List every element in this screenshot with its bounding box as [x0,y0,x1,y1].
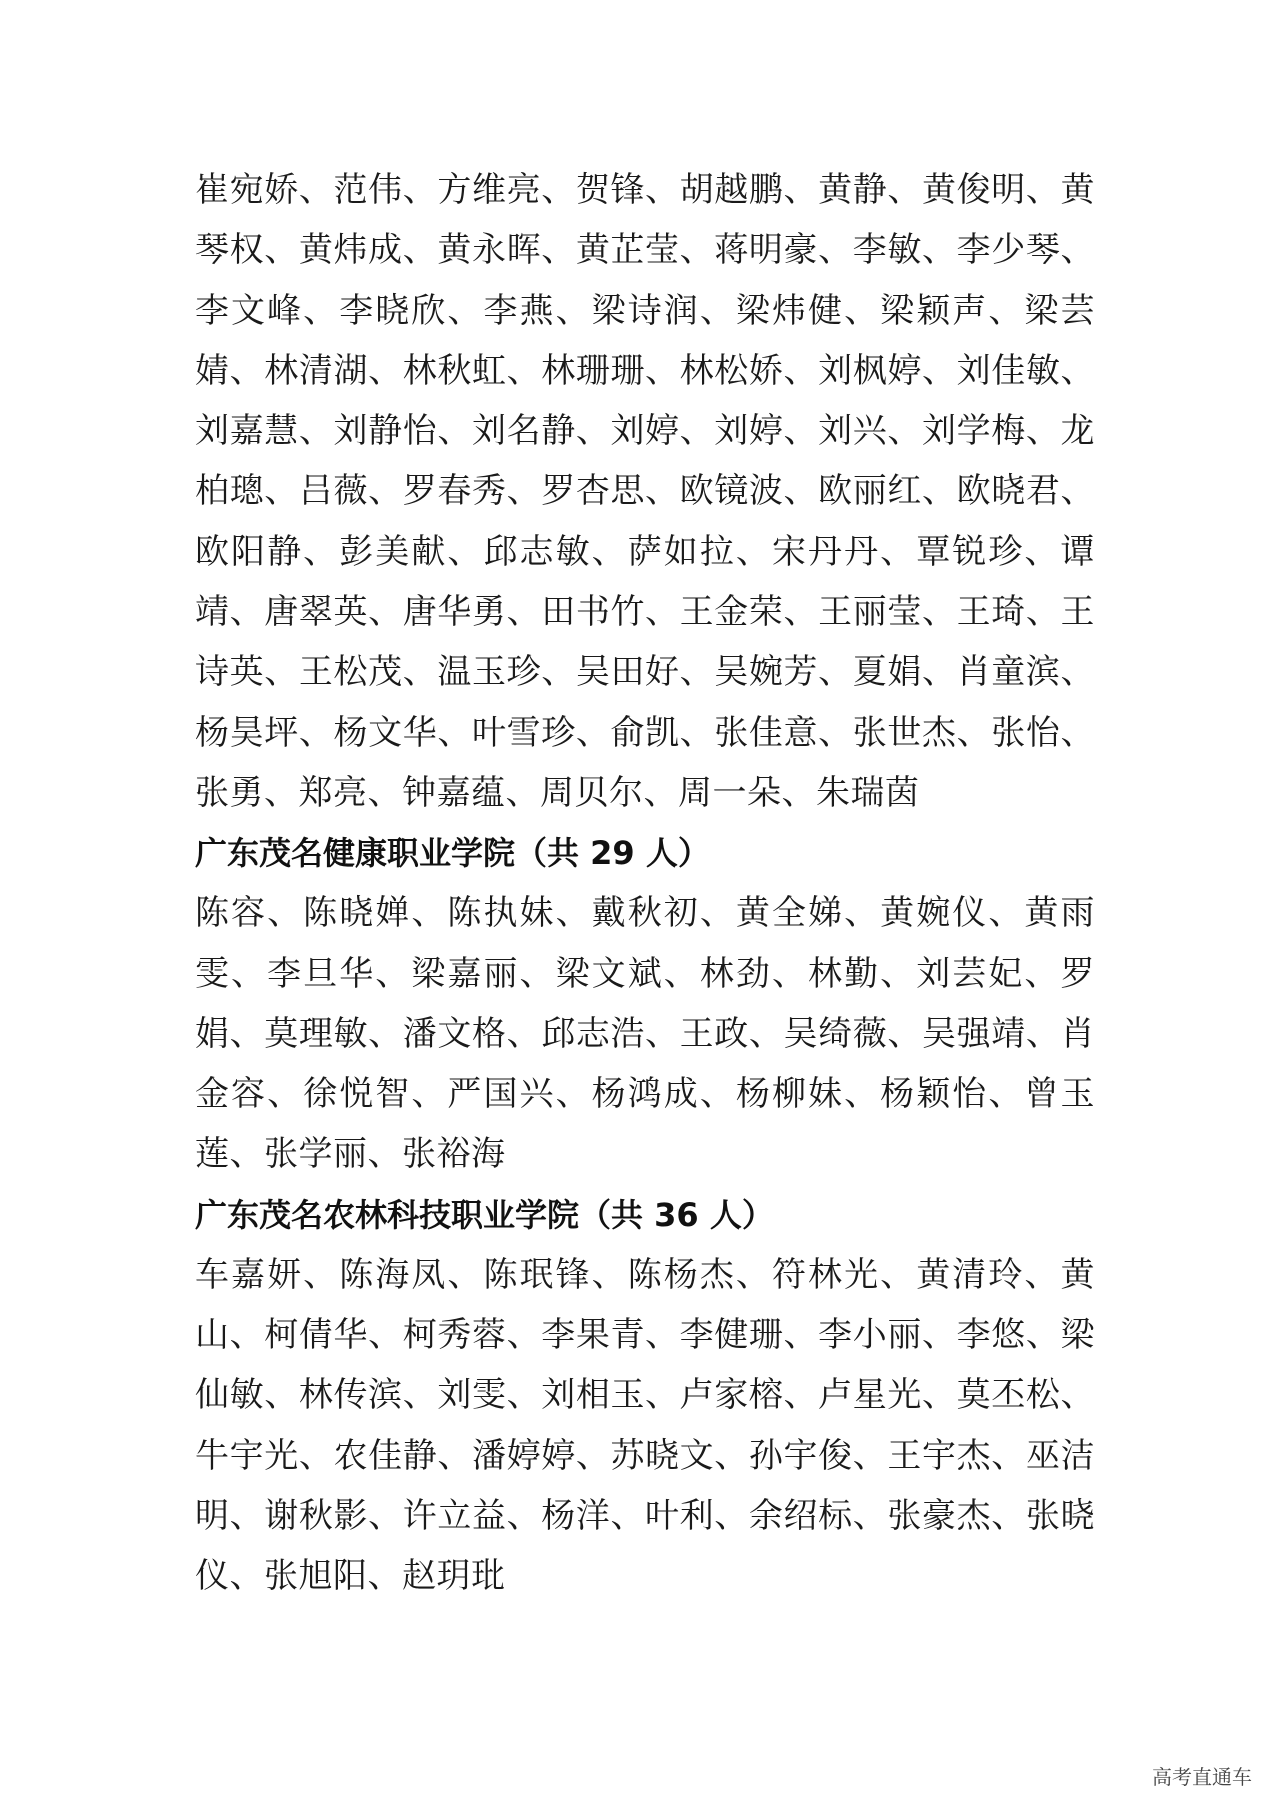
section-heading: 广东茂名健康职业学院（共 29 人） [195,834,710,873]
name-list: 车嘉妍、陈海凤、陈珉锋、陈杨杰、符林光、黄清玲、黄山、柯倩华、柯秀蓉、李果青、李健珊、李小丽、李悠、梁仙敏、林传滨、刘雯、刘相玉、卢家榕、卢星光、莫丕松、牛宇光、农佳静、潘婷婷、苏晓文、孙宇俊、王宇杰、巫洁明、谢秋影、许立益、杨洋、叶利、余绍标、张豪杰、张晓仪、张旭阳、赵玥玭 [195,1254,1095,1597]
section-agri-college [195,1185,1095,1607]
section-continued [195,160,1095,823]
section-health-college [195,823,1095,1184]
document-page [195,160,1095,1607]
name-list: 崔宛娇、范伟、方维亮、贺锋、胡越鹏、黄静、黄俊明、黄琴权、黄炜成、黄永晖、黄芷莹、蒋明豪、李敏、李少琴、李文峰、李晓欣、李燕、梁诗润、梁炜健、梁颖声、梁芸婧、林清湖、林秋虹、林珊珊、林松娇、刘枫婷、刘佳敏、刘嘉慧、刘静怡、刘名静、刘婷、刘婷、刘兴、刘学梅、龙柏璁、吕薇、罗春秀、罗杏思、欧镜波、欧丽红、欧晓君、欧阳静、彭美献、邱志敏、萨如拉、宋丹丹、覃锐珍、谭靖、唐翠英、唐华勇、田书竹、王金荣、王丽莹、王琦、王诗英、王松茂、温玉珍、吴田好、吴婉芳、夏娟、肖童滨、杨昊坪、杨文华、叶雪珍、俞凯、张佳意、张世杰、张怡、张勇、郑亮、钟嘉蕴、周贝尔、周一朵、朱瑞茵 [195,170,1095,813]
section-heading: 广东茂名农林科技职业学院（共 36 人） [195,1195,774,1234]
name-list: 陈容、陈晓婵、陈执妹、戴秋初、黄全娣、黄婉仪、黄雨雯、李旦华、梁嘉丽、梁文斌、林劲、林勤、刘芸妃、罗娟、莫理敏、潘文格、邱志浩、王政、吴绮薇、吴强靖、肖金容、徐悦智、严国兴、杨鸿成、杨柳妹、杨颖怡、曾玉莲、张学丽、张裕海 [195,893,1095,1175]
watermark: 高考直通车 [1152,1765,1252,1789]
